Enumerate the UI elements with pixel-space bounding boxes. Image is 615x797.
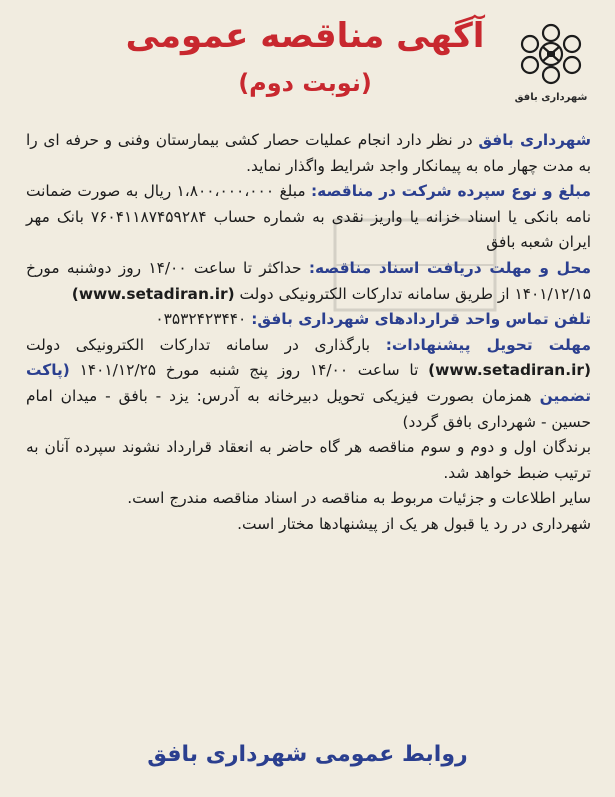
logo bbox=[505, 18, 597, 114]
page-subtitle: (نوبت دوم) bbox=[238, 69, 372, 97]
documents-paragraph bbox=[26, 256, 591, 307]
deadline-paragraph bbox=[26, 333, 591, 435]
details-paragraph: سایر اطلاعات و جزئیات مربوط به مناقصه در اسناد مناقصه مندرج است. bbox=[127, 489, 591, 508]
guarantee-label: (پاکت تضمین bbox=[26, 361, 591, 405]
deposit-paragraph bbox=[26, 179, 591, 256]
deadline-text-a: بارگذاری در سامانه تدارکات الکترونیکی دولت bbox=[26, 335, 386, 354]
intro-text: در نظر دارد انجام عملیات حصار کشی بیمارستان وفنی و حرفه ای را به مدت چهار ماه به پیمانکار واجد شرایط واگذار نماید. bbox=[26, 131, 591, 175]
forfeit-paragraph: برندگان اول و دوم و سوم مناقصه هر گاه حاضر به انعقاد قرارداد نشوند سپرده آنان به ترتیب ضبط خواهد شد. bbox=[26, 438, 591, 482]
phone-paragraph bbox=[26, 307, 591, 333]
rights-paragraph: شهرداری در رد یا قبول هر یک از پیشنهادها مختار است. bbox=[237, 514, 591, 533]
notice-body bbox=[26, 128, 591, 538]
setadiran-link-2[interactable]: (www.setadiran.ir) bbox=[428, 361, 591, 380]
documents-label: محل و مهلت دریافت اسناد مناقصه: bbox=[308, 258, 591, 277]
deadline-text-c: همزمان بصورت فیزیکی تحویل دبیرخانه به آدرس: یزد - بافق - میدان امام حسین - شهرداری بافق گردد) bbox=[26, 386, 591, 431]
setadiran-link[interactable]: (www.setadiran.ir) bbox=[71, 284, 235, 303]
phone-label: تلفن تماس واحد قراردادهای شهرداری بافق: bbox=[251, 310, 591, 329]
deposit-text: مبلغ ۱،۸۰۰،۰۰۰،۰۰۰ ریال به صورت ضمانت نامه بانکی یا اسناد خزانه یا واریز نقدی به شماره حساب ۷۶۰۴۱۱۸۷۴۵۹۲۸۴ بانک مهر ایران شعبه بافق bbox=[26, 182, 591, 252]
deposit-label: مبلغ و نوع سپرده شرکت در مناقصه: bbox=[310, 182, 591, 201]
deadline-label: مهلت تحویل پیشنهادات: bbox=[385, 335, 591, 354]
municipality-emblem-icon bbox=[505, 18, 597, 92]
footer-signature: روابط عمومی شهرداری بافق bbox=[147, 742, 468, 767]
documents-text: حداکثر تا ساعت ۱۴/۰۰ روز دوشنبه مورخ ۱۴۰۱/۱۲/۱۵ از طریق سامانه تدارکات الکترونیکی دولت bbox=[26, 258, 591, 303]
page-title: آگهی مناقصه عمومی bbox=[125, 16, 485, 56]
issuer-name: شهرداری بافق bbox=[478, 131, 591, 149]
intro-paragraph bbox=[26, 128, 591, 179]
deadline-text-b: تا ساعت ۱۴/۰۰ روز پنج شنبه مورخ ۱۴۰۱/۱۲/۲۵ bbox=[69, 361, 429, 380]
logo-caption: شهرداری بافق bbox=[514, 92, 588, 103]
phone-number: ۰۳۵۳۲۴۲۳۴۴۰ bbox=[155, 310, 252, 329]
